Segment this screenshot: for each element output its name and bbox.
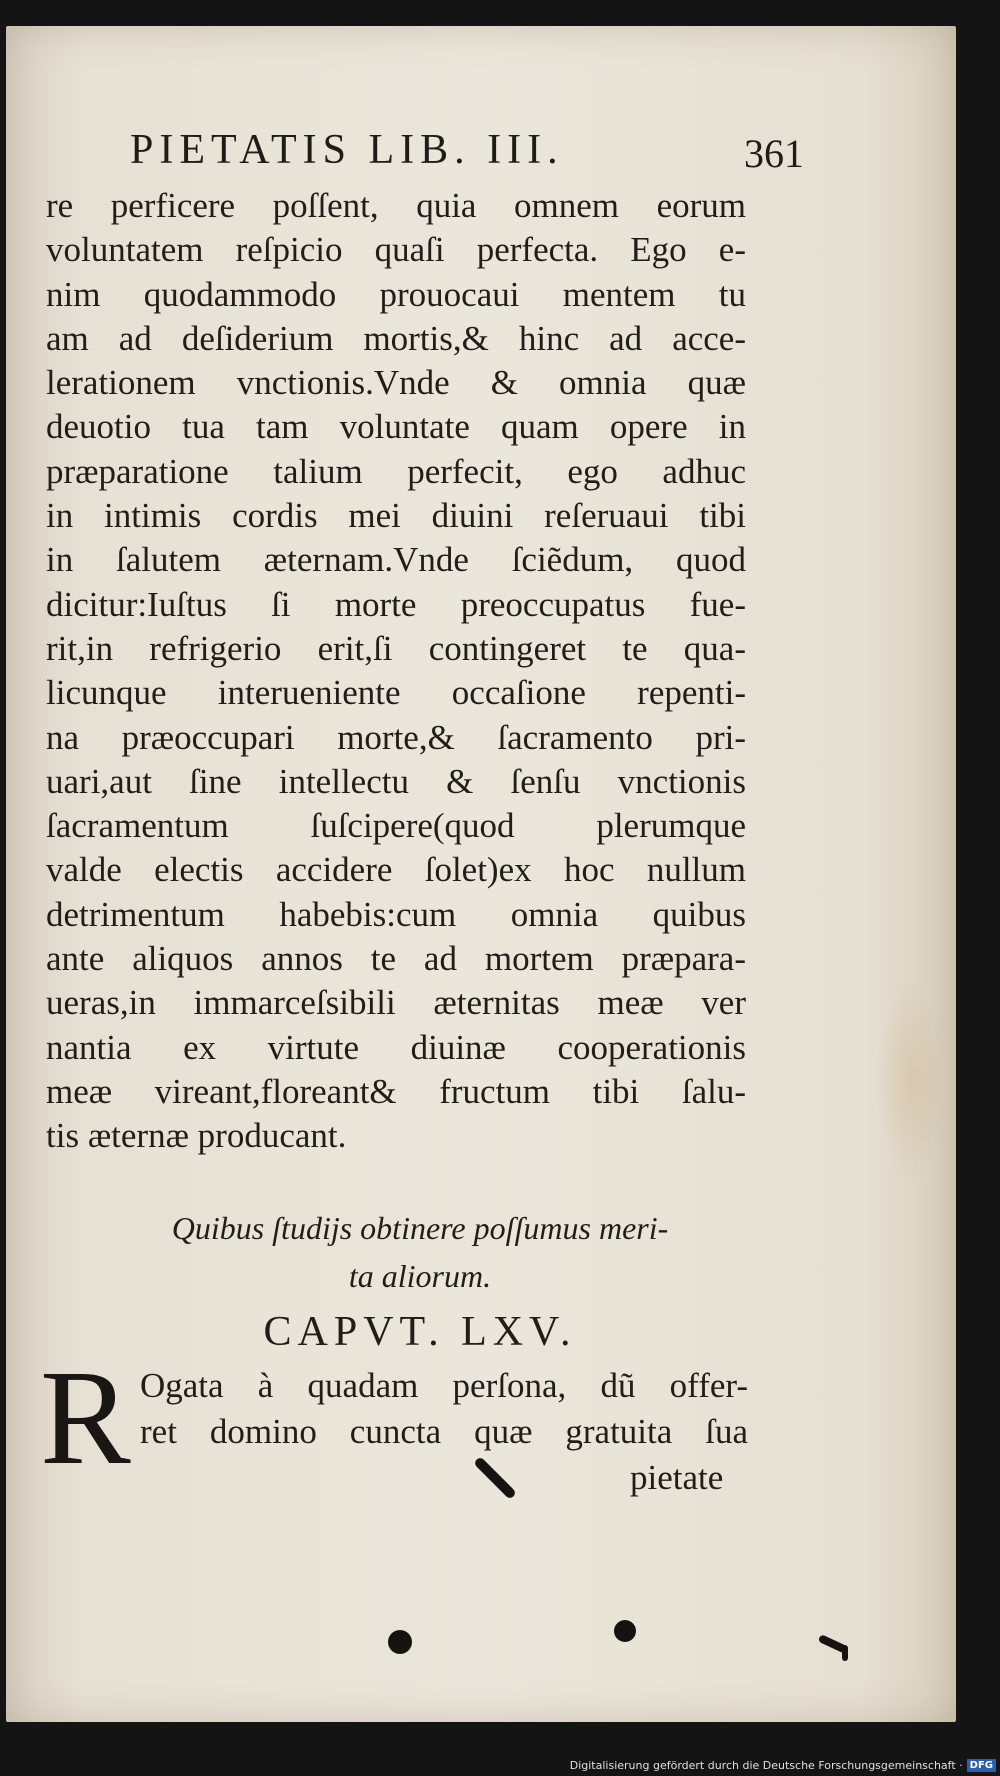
dfg-logo: DFG	[967, 1759, 996, 1772]
text-line: in ſalutem æternam.Vnde ſciẽdum, quod	[46, 540, 746, 580]
chapter-number: CAPVT. LXV.	[263, 1309, 577, 1355]
ink-mark	[842, 1645, 848, 1661]
digitization-credit	[570, 1759, 996, 1772]
text-line: tis æternæ producant.	[46, 1116, 347, 1156]
text-line: rit,in refrigerio erit,ſi contingeret te qua-	[46, 628, 746, 668]
paper-stain	[876, 976, 946, 1186]
text-line: dicitur:Iuſtus ſi morte preoccupatus fue-	[46, 584, 746, 624]
credit-text: Digitalisierung gefördert durch die Deutsche Forschungsgemeinschaft ·	[569, 1759, 963, 1772]
text-line: ante aliquos annos te ad mortem præpara-	[46, 939, 746, 979]
text-line: in intimis cordis mei diuini reſeruaui tibi	[46, 496, 746, 536]
body-text	[46, 184, 746, 1159]
text-line: deuotio tua tam voluntate quam opere in	[46, 407, 746, 447]
catchword: pietate	[630, 1458, 724, 1497]
text-line: valde electis accidere ſolet)ex hoc nullum	[46, 850, 746, 890]
chapter-text-line: ret domino cuncta quæ gratuita ſua	[140, 1412, 748, 1451]
ink-dot	[388, 1630, 412, 1654]
text-line: uari,aut ſine intellectu & ſenſu vnctionis	[46, 761, 746, 801]
text-line: præparatione talium perfecit, ego adhuc	[46, 451, 746, 491]
text-line: ueras,in immarceſsibili æternitas meæ ver	[46, 983, 746, 1023]
text-line: voluntatem reſpicio quaſi perfecta. Ego e-	[46, 230, 746, 270]
chapter-title: Quibus ſtudijs obtinere poſſumus meri-	[171, 1210, 669, 1246]
running-head: PIETATIS LIB. III.	[130, 127, 564, 173]
chapter-text-line: Ogata à quadam perſona, dũ offer-	[140, 1366, 748, 1405]
text-line: meæ vireant,floreant& fructum tibi ſalu-	[46, 1071, 746, 1111]
ink-dot	[614, 1620, 636, 1642]
text-line: ſacramentum ſuſcipere(quod plerumque	[46, 806, 746, 846]
text-line: detrimentum habebis:cum omnia quibus	[46, 894, 746, 934]
text-line: nantia ex virtute diuinæ cooperationis	[46, 1027, 746, 1067]
text-line: na præoccupari morte,& ſacramento pri-	[46, 717, 746, 757]
text-line: re perficere poſſent, quia omnem eorum	[46, 186, 746, 225]
text-line: licunque interueniente occaſione repenti-	[46, 673, 746, 713]
chapter-title-continued: ta aliorum.	[348, 1258, 492, 1294]
text-line: lerationem vnctionis.Vnde & omnia quæ	[46, 363, 746, 403]
text-line: nim quodammodo prouocaui mentem tu	[46, 274, 746, 314]
text-line: am ad deſiderium mortis,& hinc ad acce-	[46, 318, 746, 358]
drop-cap: R	[40, 1343, 131, 1493]
page-number: 361	[744, 131, 804, 176]
